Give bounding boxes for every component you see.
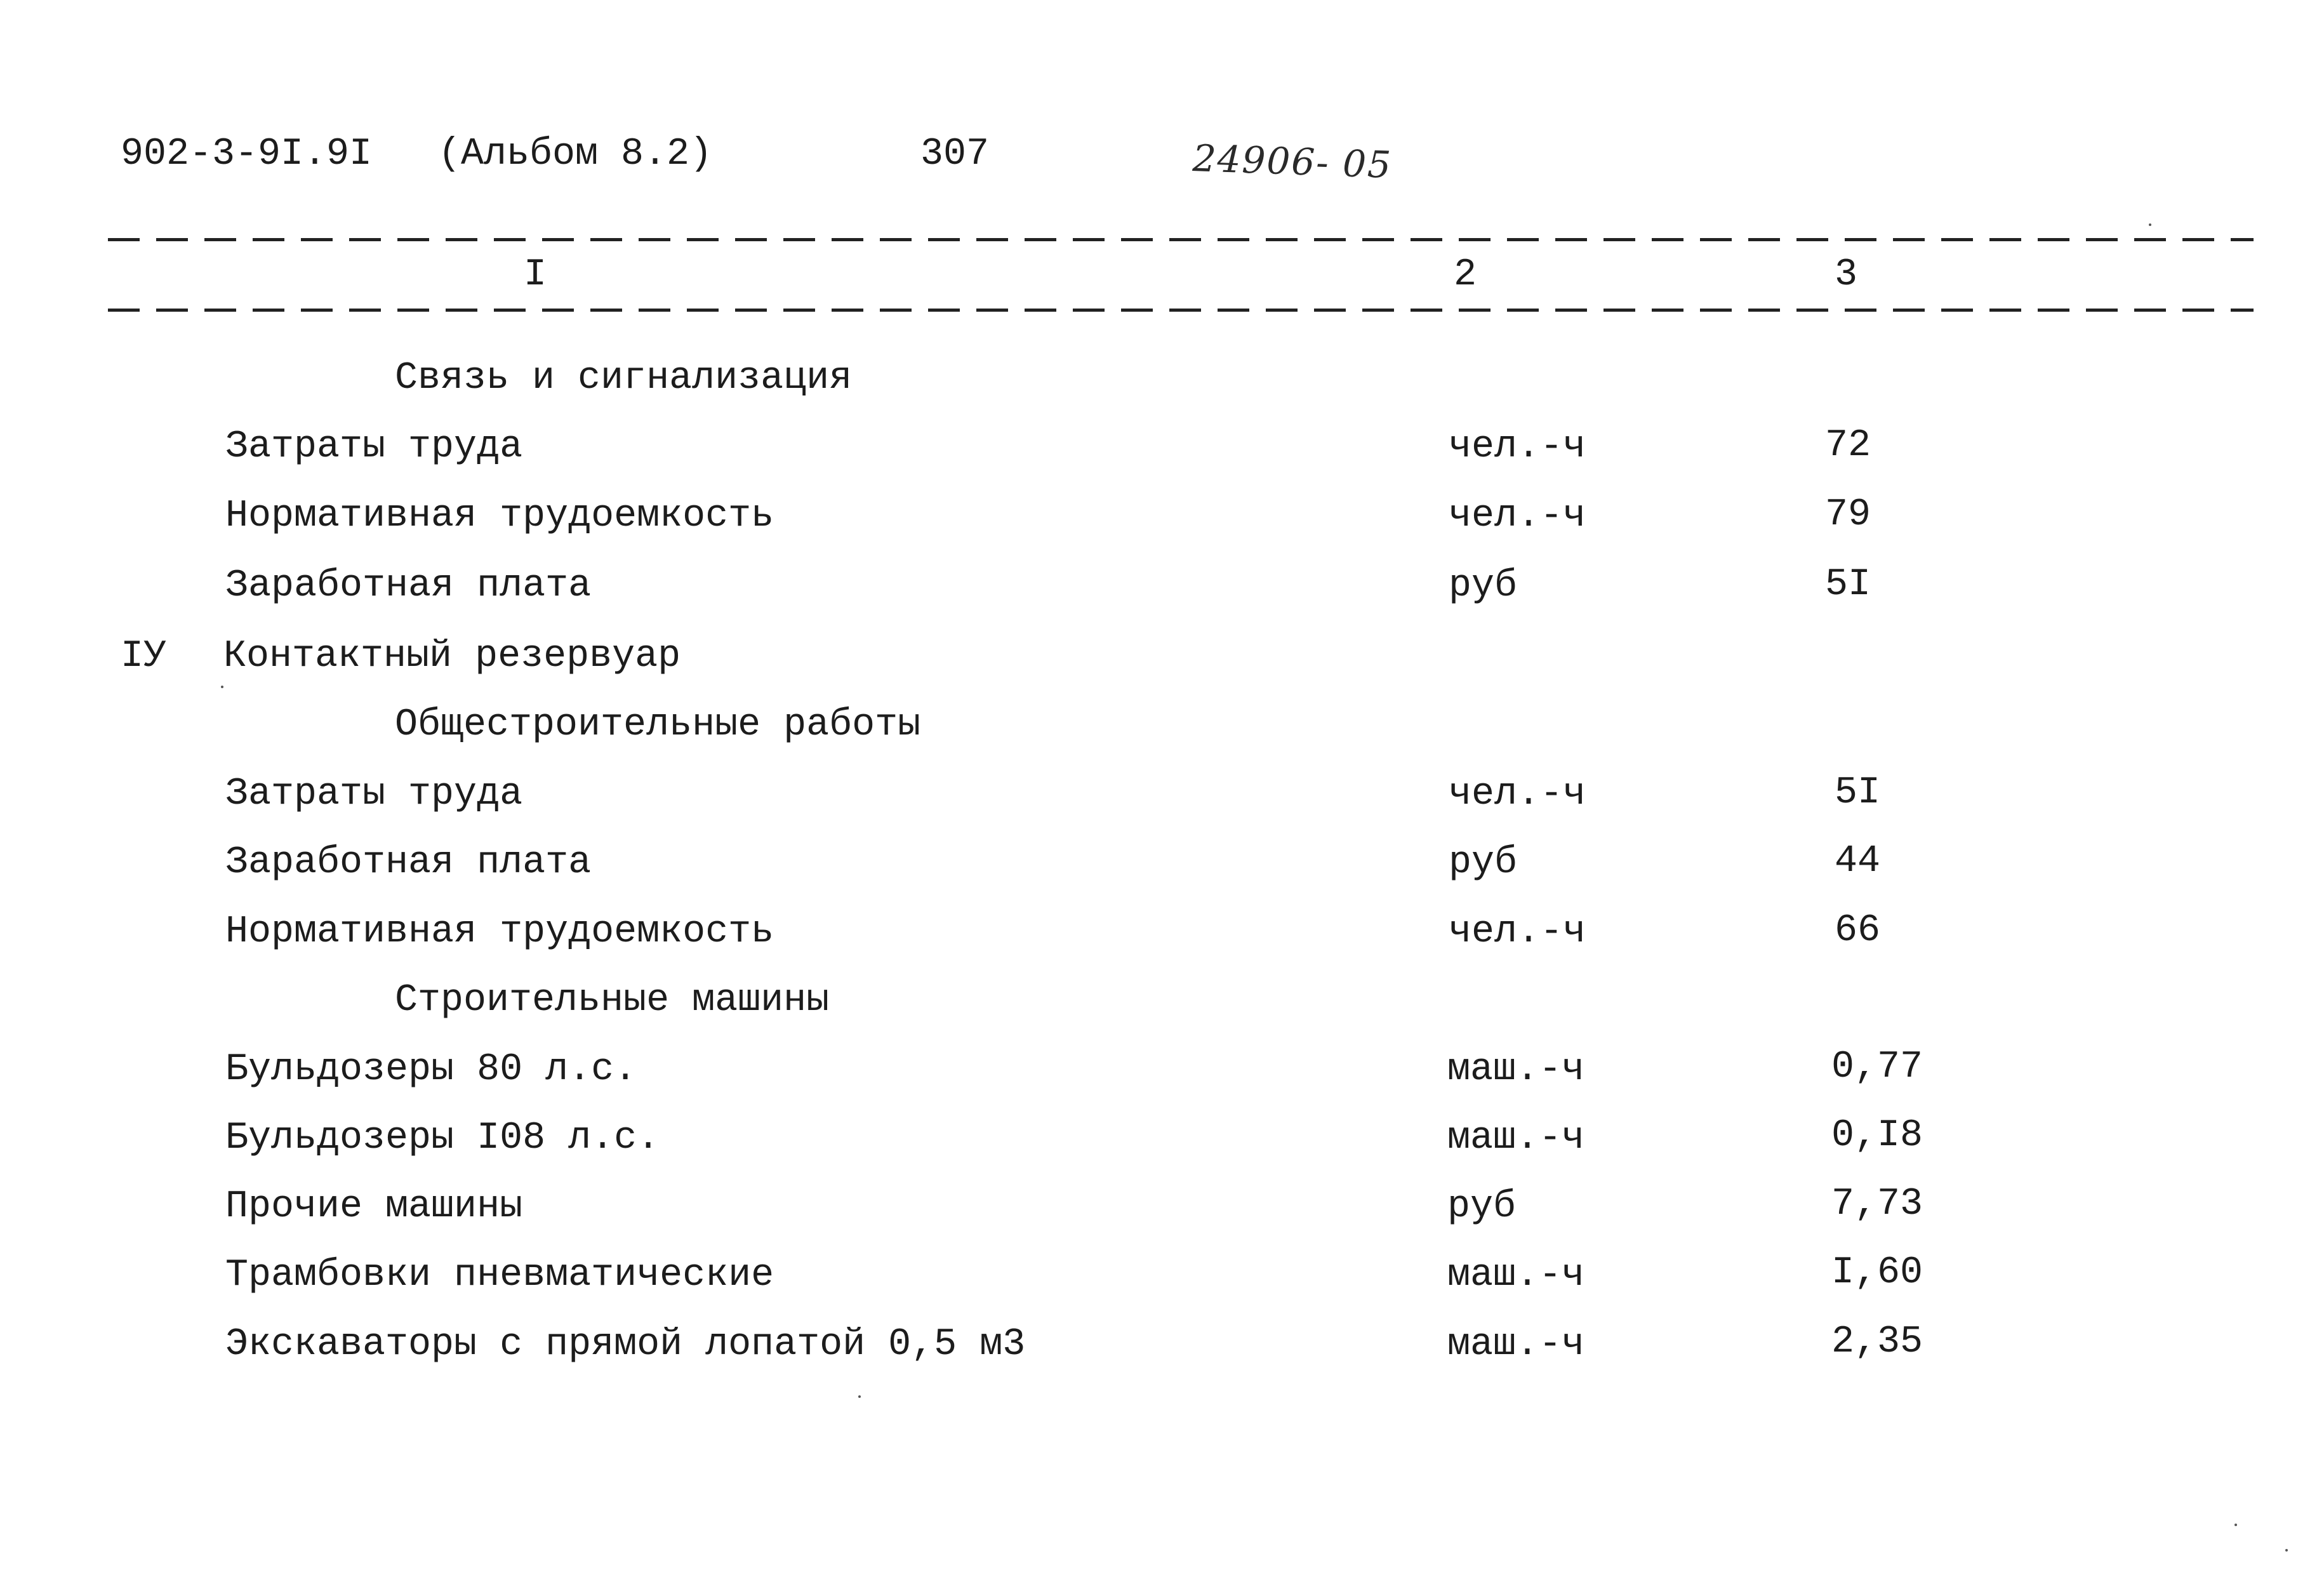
row-unit: маш.-ч [1447, 1117, 1585, 1160]
row-unit: чел.-ч [1449, 425, 1586, 469]
row-value: 72 [1825, 424, 1871, 467]
column-header-1: I [524, 253, 547, 296]
row-value: 5I [1835, 771, 1881, 814]
row-name: Нормативная трудоемкость [225, 495, 774, 538]
table-header-rule [108, 309, 2254, 312]
row-value: 0,77 [1831, 1046, 1923, 1089]
section-title: Контактный резервуар [223, 635, 681, 678]
row-unit: руб [1449, 564, 1518, 608]
row-name: Затраты труда [225, 425, 523, 469]
row-unit: чел.-ч [1449, 773, 1586, 816]
row-unit: маш.-ч [1447, 1254, 1585, 1297]
row-name: Бульдозеры I08 л.с. [225, 1117, 660, 1160]
scan-speck [2234, 1524, 2237, 1526]
row-value: 7,73 [1831, 1183, 1923, 1226]
scan-speck [858, 1395, 861, 1398]
row-value: 0,I8 [1831, 1114, 1923, 1157]
page-number: 307 [920, 133, 990, 176]
row-unit: руб [1447, 1185, 1517, 1228]
row-name: Экскаваторы с прямой лопатой 0,5 м3 [225, 1323, 1026, 1366]
row-value: 79 [1825, 493, 1871, 536]
row-value: I,60 [1831, 1251, 1923, 1294]
row-number: IУ [121, 635, 167, 678]
row-unit: чел.-ч [1449, 495, 1586, 538]
row-value: 2,35 [1831, 1320, 1923, 1364]
table-top-rule [108, 238, 2254, 241]
row-unit: чел.-ч [1449, 910, 1586, 954]
subsection-title: Строительные машины [395, 979, 830, 1022]
row-name: Бульдозеры 80 л.с. [225, 1048, 637, 1091]
row-unit: руб [1449, 841, 1518, 884]
subsection-title: Общестроительные работы [395, 703, 921, 747]
doc-code: 902-3-9I.9I [121, 133, 373, 176]
row-value: 5I [1825, 563, 1871, 606]
scan-speck [221, 686, 223, 688]
scan-speck [2285, 1549, 2288, 1552]
row-name: Трамбовки пневматические [225, 1254, 774, 1297]
row-unit: маш.-ч [1447, 1048, 1585, 1091]
row-name: Прочие машины [225, 1185, 523, 1228]
row-name: Нормативная трудоемкость [225, 910, 774, 954]
scan-speck [2149, 223, 2151, 226]
section-title: Связь и сигнализация [395, 357, 853, 400]
handwritten-number: 24906- 05 [1192, 136, 1393, 187]
column-header-2: 2 [1454, 253, 1477, 296]
row-value: 44 [1835, 840, 1881, 883]
row-unit: маш.-ч [1447, 1323, 1585, 1366]
column-header-3: 3 [1835, 253, 1858, 296]
row-name: Затраты труда [225, 773, 523, 816]
row-name: Заработная плата [225, 841, 592, 884]
row-value: 66 [1835, 909, 1881, 952]
row-name: Заработная плата [225, 564, 592, 608]
album-label: (Альбом 8.2) [438, 133, 713, 176]
